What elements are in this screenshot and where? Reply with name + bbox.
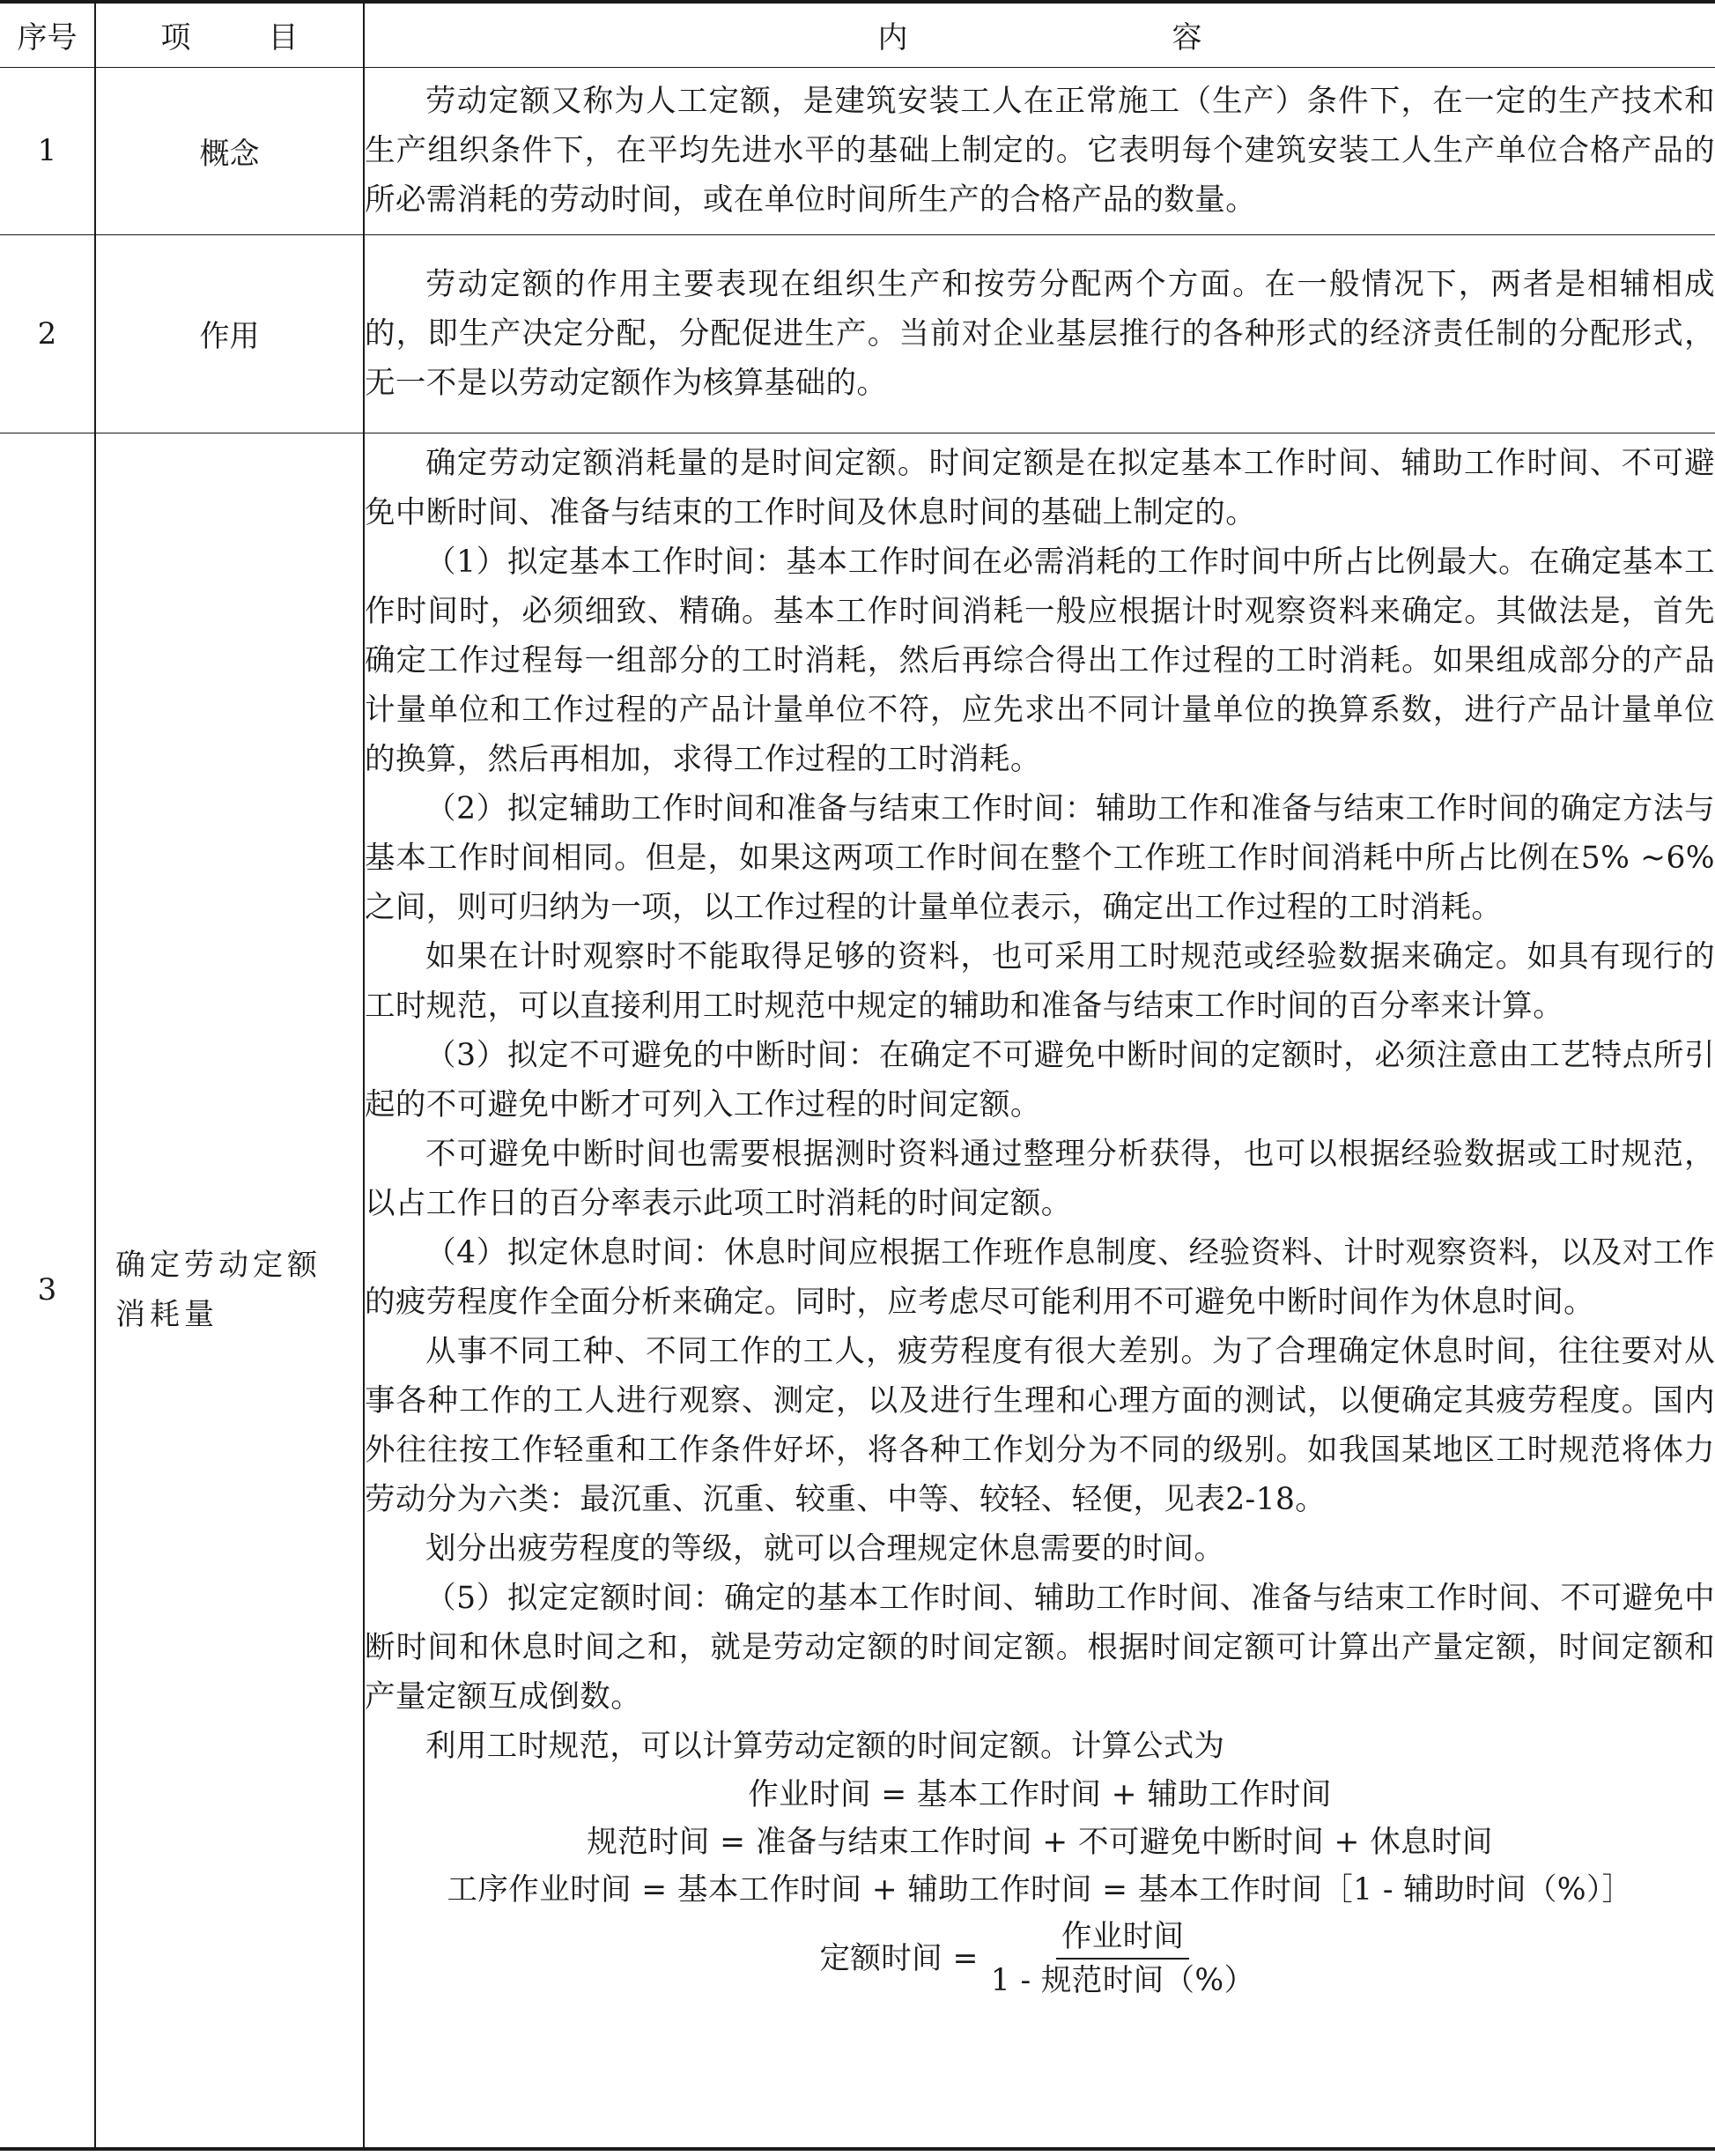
- paragraph: 确定劳动定额消耗量的是时间定额。时间定额是在拟定基本工作时间、辅助工作时间、不可避免中断时间、准备与结束的工作时间及休息时间的基础上制定的。: [365, 445, 1715, 530]
- paragraph: 不可避免中断时间也需要根据测时资料通过整理分析获得，也可以根据经验数据或工时规范，以占工作日的百分率表示此项工时消耗的时间定额。: [365, 1136, 1715, 1221]
- paragraph: 利用工时规范，可以计算劳动定额的时间定额。计算公式为: [425, 1728, 1225, 1764]
- formula: 规范时间 = 准备与结束工作时间 + 不可避免中断时间 + 休息时间: [587, 1824, 1493, 1860]
- fraction: [986, 1917, 1260, 2000]
- paragraph: （2）拟定辅助工作时间和准备与结束工作时间：辅助工作和准备与结束工作时间的确定方法与基本工作时间相同。但是，如果这两项工作时间在整个工作班工作时间消耗中所占比例在5% ~6%之间，则可归纳为一项，以工作过程的计量单位表示，确定出工作过程的工时消耗。: [365, 790, 1715, 925]
- row-item: 概念: [95, 67, 364, 234]
- header-item: [95, 2, 364, 67]
- table-row: [0, 234, 1715, 433]
- paragraph: 劳动定额又称为人工定额，是建筑安装工人在正常施工（生产）条件下，在一定的生产技术和生产组织条件下，在平均先进水平的基础上制定的。它表明每个建筑安装工人生产单位合格产品的所必需消耗的劳动时间，或在单位时间所生产的合格产品的数量。: [365, 84, 1715, 218]
- fraction-lhs: 定额时间 =: [819, 1940, 979, 1976]
- formula: 工序作业时间 = 基本工作时间 + 辅助工作时间 = 基本工作时间［1 - 辅助时间（%）］: [447, 1871, 1633, 1908]
- row-number: 3: [0, 433, 95, 2149]
- paragraph: 如果在计时观察时不能取得足够的资料，也可采用工时规范或经验数据来确定。如具有现行的工时规范，可以直接利用工时规范中规定的辅助和准备与结束工作时间的百分率来计算。: [365, 938, 1715, 1024]
- paragraph: 劳动定额的作用主要表现在组织生产和按劳分配两个方面。在一般情况下，两者是相辅相成的，即生产决定分配，分配促进生产。当前对企业基层推行的各种形式的经济责任制的分配形式，无一不是以劳动定额作为核算基础的。: [365, 266, 1715, 401]
- row-content: [364, 234, 1715, 433]
- fraction-formula: [365, 1914, 1715, 2000]
- row-number: 2: [0, 234, 95, 433]
- formula: 作业时间 = 基本工作时间 + 辅助工作时间: [748, 1776, 1332, 1812]
- header-content: [364, 2, 1715, 67]
- row-item: 作用: [95, 234, 364, 433]
- table-row: [0, 67, 1715, 234]
- header-item-char-1: 项: [160, 20, 191, 56]
- header-num: 序号: [0, 2, 95, 67]
- fraction-denominator: 1 - 规范时间（%）: [990, 1962, 1255, 1998]
- header-item-char-2: 目: [268, 20, 299, 56]
- row-item: 确定劳动定额消耗量: [95, 433, 364, 2149]
- paragraph: （4）拟定休息时间：休息时间应根据工作班作息制度、经验资料、计时观察资料，以及对工作的疲劳程度作全面分析来确定。同时，应考虑尽可能利用不可避免中断时间作为休息时间。: [365, 1234, 1715, 1320]
- table-row: [0, 433, 1715, 2149]
- fraction-line: [819, 1917, 1260, 2000]
- row-content: [364, 67, 1715, 234]
- row-content: [364, 433, 1715, 2149]
- header-content-char-1: 内: [877, 20, 908, 56]
- paragraph: （1）拟定基本工作时间：基本工作时间在必需消耗的工作时间中所占比例最大。在确定基本工作时间时，必须细致、精确。基本工作时间消耗一般应根据计时观察资料来确定。其做法是，首先确定工作过程每一组部分的工时消耗，然后再综合得出工作过程的工时消耗。如果组成部分的产品计量单位和工作过程的产品计量单位不符，应先求出不同计量单位的换算系数，进行产品计量单位的换算，然后再相加，求得工作过程的工时消耗。: [365, 544, 1715, 777]
- paragraph: 从事不同工种、不同工作的工人，疲劳程度有很大差别。为了合理确定休息时间，往往要对从事各种工作的工人进行观察、测定，以及进行生理和心理方面的测试，以便确定其疲劳程度。国内外往往按工作轻重和工作条件好坏，将各种工作划分为不同的级别。如我国某地区工时规范将体力劳动分为六类：最沉重、沉重、较重、中等、较轻、轻便，见表2-18。: [365, 1333, 1715, 1517]
- row-number: 1: [0, 67, 95, 234]
- table-header-row: [0, 2, 1715, 67]
- paragraph: （3）拟定不可避免的中断时间：在确定不可避免中断时间的定额时，必须注意由工艺特点所引起的不可避免中断才可列入工作过程的时间定额。: [365, 1037, 1715, 1122]
- fraction-numerator: 作业时间: [1056, 1917, 1190, 1960]
- header-content-char-2: 容: [1172, 20, 1202, 56]
- paragraph: 划分出疲劳程度的等级，就可以合理规定休息需要的时间。: [425, 1530, 1225, 1567]
- paragraph: （5）拟定定额时间：确定的基本工作时间、辅助工作时间、准备与结束工作时间、不可避免中断时间和休息时间之和，就是劳动定额的时间定额。根据时间定额可计算出产量定额，时间定额和产量定额互成倒数。: [365, 1580, 1715, 1715]
